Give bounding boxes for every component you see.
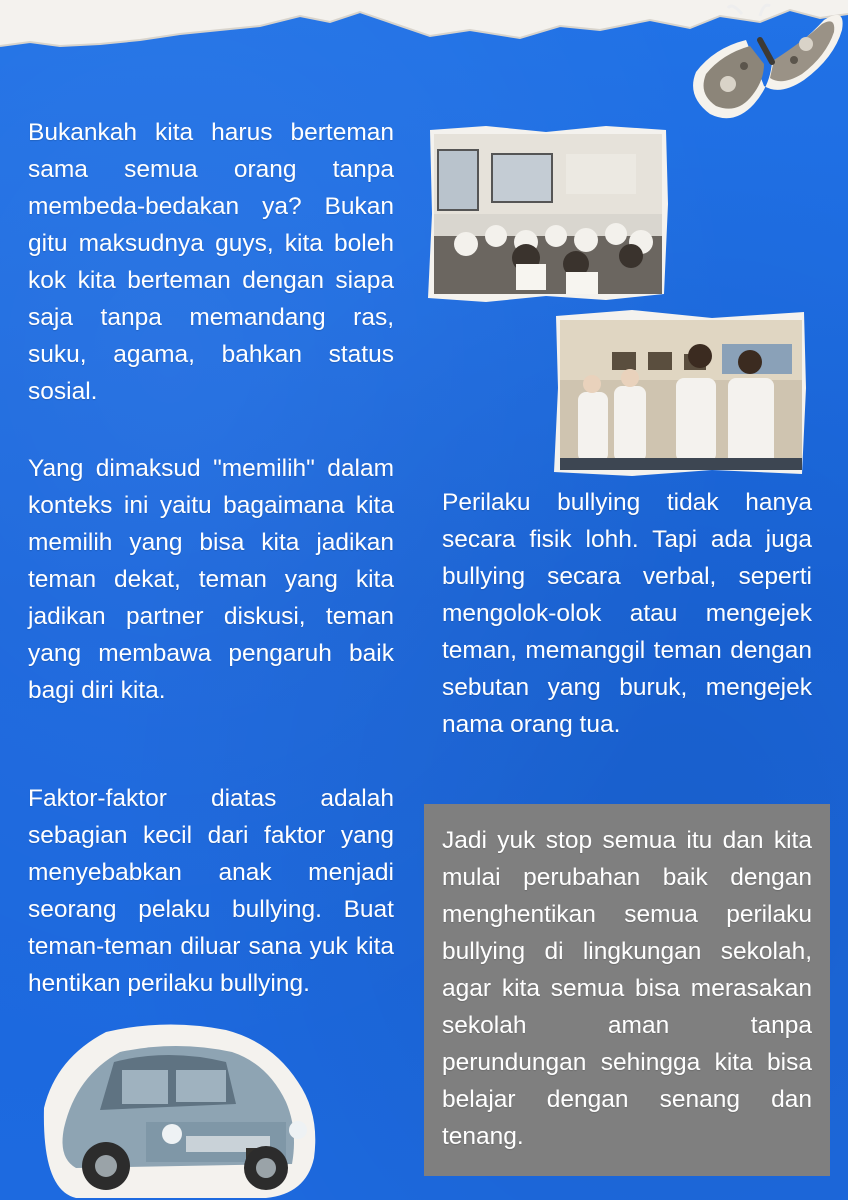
callout-box — [424, 804, 830, 1176]
classroom-photo-1 — [426, 124, 670, 304]
paragraph-faktor: Faktor-faktor diatas adalah sebagian kecil dari faktor yang menyebabkan anak menjadi seorang pelaku bullying. Buat teman-teman diluar sana yuk kita hentikan perilaku bullying. — [28, 785, 394, 997]
classroom-photo-2 — [552, 308, 808, 478]
vintage-car-cutout — [36, 1018, 320, 1200]
paragraph-memilih: Yang dimaksud "memilih" dalam konteks ini yaitu bagaimana kita memilih yang bisa kita jadikan teman dekat, teman yang kita jadikan partner diskusi, teman yang membawa pengaruh baik bagi diri kita. — [28, 455, 394, 704]
paragraph-bullying-verbal: Perilaku bullying tidak hanya secara fisik lohh. Tapi ada juga bullying secara verbal, seperti mengolok-olok atau mengejek teman, memanggil teman dengan sebutan yang buruk, mengejek nama orang tua. — [442, 489, 812, 738]
paragraph-intro: Bukankah kita harus berteman sama semua orang tanpa membeda-bedakan ya? Bukan gitu maksudnya guys, kita boleh kok kita berteman dengan siapa saja tanpa memandang ras, suku, agama, bahkan status sosial. — [28, 119, 394, 405]
paragraph-ajakan: Jadi yuk stop semua itu dan kita mulai perubahan baik dengan menghentikan semua perilaku bullying di lingkungan sekolah, agar kita semua bisa merasakan sekolah aman tanpa perundungan sehingga kita bisa belajar dengan senang dan tenang. — [442, 827, 812, 1150]
moth-cutout — [684, 0, 846, 130]
